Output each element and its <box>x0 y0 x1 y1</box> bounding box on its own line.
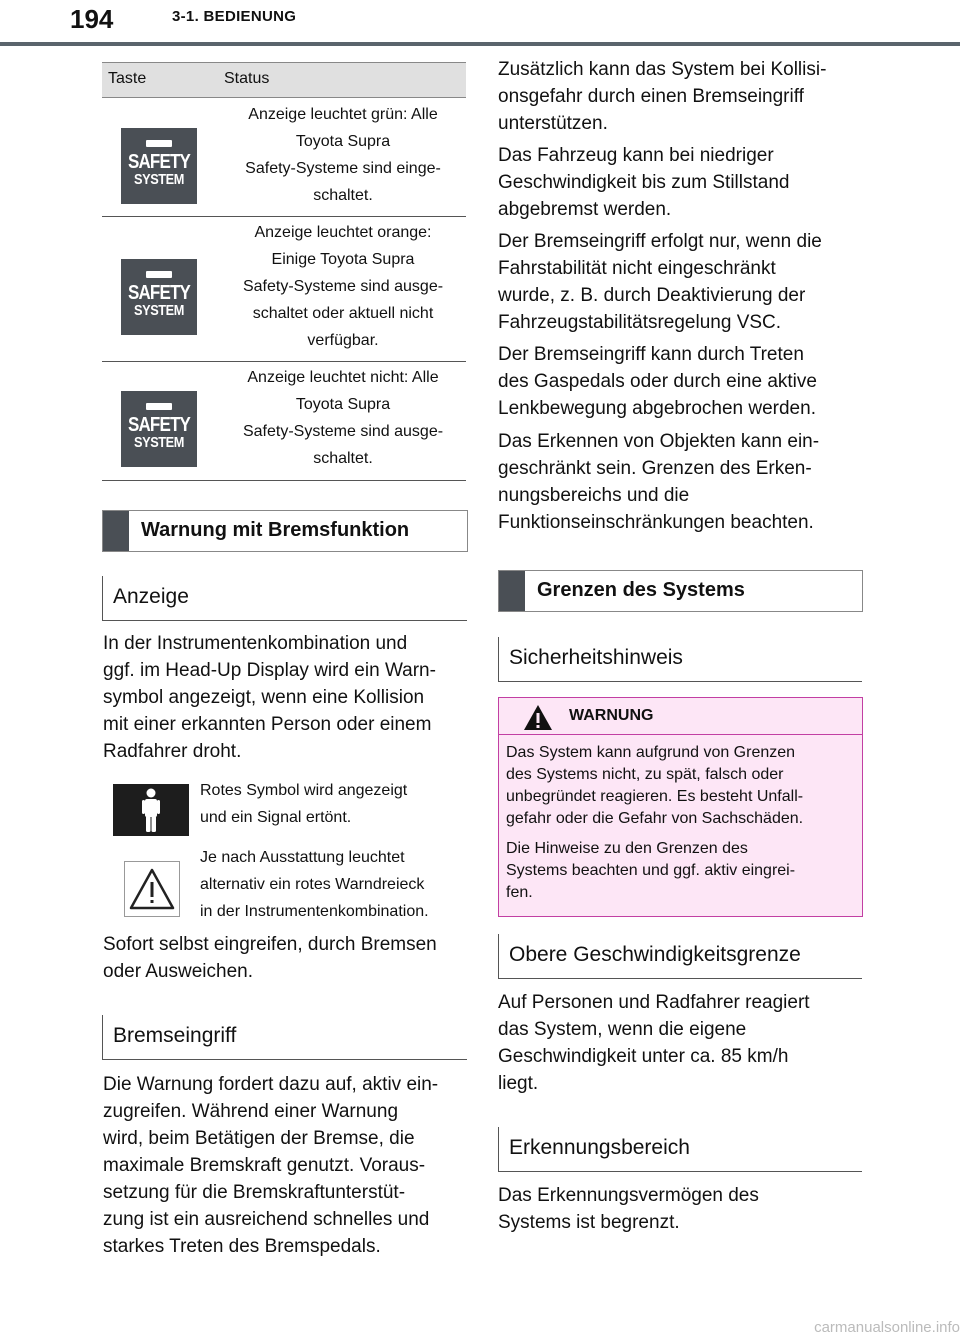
header-rule <box>0 42 960 46</box>
paragraph-bremseingriff: Die Warnung fordert dazu auf, aktiv ein- zugreifen. Während einer Warnung wird, beim Betätigen der Bremse, die maximale Bremskraft genutzt. Voraus- setzung für die Bremskraftunterstüt- zung ist ein ausreichend schnelles und starkes Treten des Bremspedals. <box>103 1074 439 1257</box>
pedestrian-warning-icon <box>113 784 189 836</box>
warning-text-2: Die Hinweise zu den Grenzen des Systems beachten und ggf. aktiv eingrei- fen. <box>506 840 796 901</box>
warning-icon <box>523 704 553 731</box>
paragraph-zusaetzlich: Zusätzlich kann das System bei Kollisi- onsgefahr durch einen Bremseingriff unterstützen. <box>498 59 827 134</box>
safety-system-icon: SAFETY SYSTEM <box>121 128 197 204</box>
warning-text-1: Das System kann aufgrund von Grenzen des Systems nicht, zu spät, falsch oder unbegründet reagieren. Es besteht Unfall- gefahr oder die Gefahr von Sachschäden. <box>506 744 804 827</box>
col-taste: Taste <box>108 70 147 87</box>
status-orange: Anzeige leuchtet orange: Einige Toyota Supra Safety-Systeme sind ausge- schaltet oder aktuell nicht verfügbar. <box>242 224 444 349</box>
symbol-text-triangle: Je nach Ausstattung leuchtet alternativ ein rotes Warndreieck in der Instrumentenkombination. <box>200 849 429 920</box>
section-header-warnung: Warnung mit Bremsfunktion <box>102 510 468 552</box>
subheading-sicherheitshinweis: Sicherheitshinweis <box>498 637 862 682</box>
col-status: Status <box>224 70 270 87</box>
paragraph-fahrzeug: Das Fahrzeug kann bei niedriger Geschwindigkeit bis zum Stillstand abgebremst werden. <box>498 145 790 220</box>
status-off: Anzeige leuchtet nicht: Alle Toyota Supra Safety-Systeme sind ausge- schaltet. <box>242 369 444 467</box>
status-green: Anzeige leuchtet grün: Alle Toyota Supra Safety-Systeme sind einge- schaltet. <box>245 106 441 204</box>
row-divider <box>102 480 466 481</box>
subheading-bremseingriff: Bremseingriff <box>102 1015 467 1060</box>
paragraph-erkennungsbereich: Das Erkennungsvermögen des Systems ist begrenzt. <box>498 1185 759 1233</box>
page-number: 194 <box>70 4 114 34</box>
paragraph-sofort: Sofort selbst eingreifen, durch Bremsen oder Ausweichen. <box>103 934 437 982</box>
warning-header <box>499 698 862 735</box>
section-header-grenzen: Grenzen des Systems <box>498 570 863 612</box>
row-divider <box>102 216 466 217</box>
chapter-title: 3-1. BEDIENUNG <box>172 8 297 25</box>
safety-system-icon: SAFETY SYSTEM <box>121 391 197 467</box>
warning-box <box>498 697 863 917</box>
warning-triangle-icon <box>124 861 180 917</box>
symbol-text-red: Rotes Symbol wird angezeigt und ein Signal ertönt. <box>200 782 408 826</box>
row-divider <box>102 361 466 362</box>
paragraph-abbruch: Der Bremseingriff kann durch Treten des Gaspedals oder durch eine aktive Lenkbewegung abgebrochen werden. <box>498 344 817 419</box>
paragraph-erfolgt: Der Bremseingriff erfolgt nur, wenn die Fahrstabilität nicht eingeschränkt wurde, z. B. durch Deaktivierung der Fahrzeugstabilitätsregelung VSC. <box>498 231 822 333</box>
subheading-erkennungsbereich: Erkennungsbereich <box>498 1127 862 1172</box>
warning-label: WARNUNG <box>569 707 654 724</box>
subheading-anzeige: Anzeige <box>102 576 467 621</box>
safety-system-icon: SAFETY SYSTEM <box>121 259 197 335</box>
subheading-geschwindigkeitsgrenze: Obere Geschwindigkeitsgrenze <box>498 934 862 979</box>
table-header <box>102 62 466 98</box>
paragraph-anzeige: In der Instrumentenkombination und ggf. im Head-Up Display wird ein Warn- symbol angezeigt, wenn eine Kollision mit einer erkannten Person oder einem Radfahrer droht. <box>103 633 436 762</box>
paragraph-geschwindigkeit: Auf Personen und Radfahrer reagiert das System, wenn die eigene Geschwindigkeit unter ca. 85 km/h liegt. <box>498 992 810 1094</box>
paragraph-erkennen: Das Erkennen von Objekten kann ein- geschränkt sein. Grenzen des Erken- nungsbereichs und die Funktionseinschränkungen beachten. <box>498 431 820 533</box>
watermark: carmanualsonline.info <box>814 1319 960 1336</box>
